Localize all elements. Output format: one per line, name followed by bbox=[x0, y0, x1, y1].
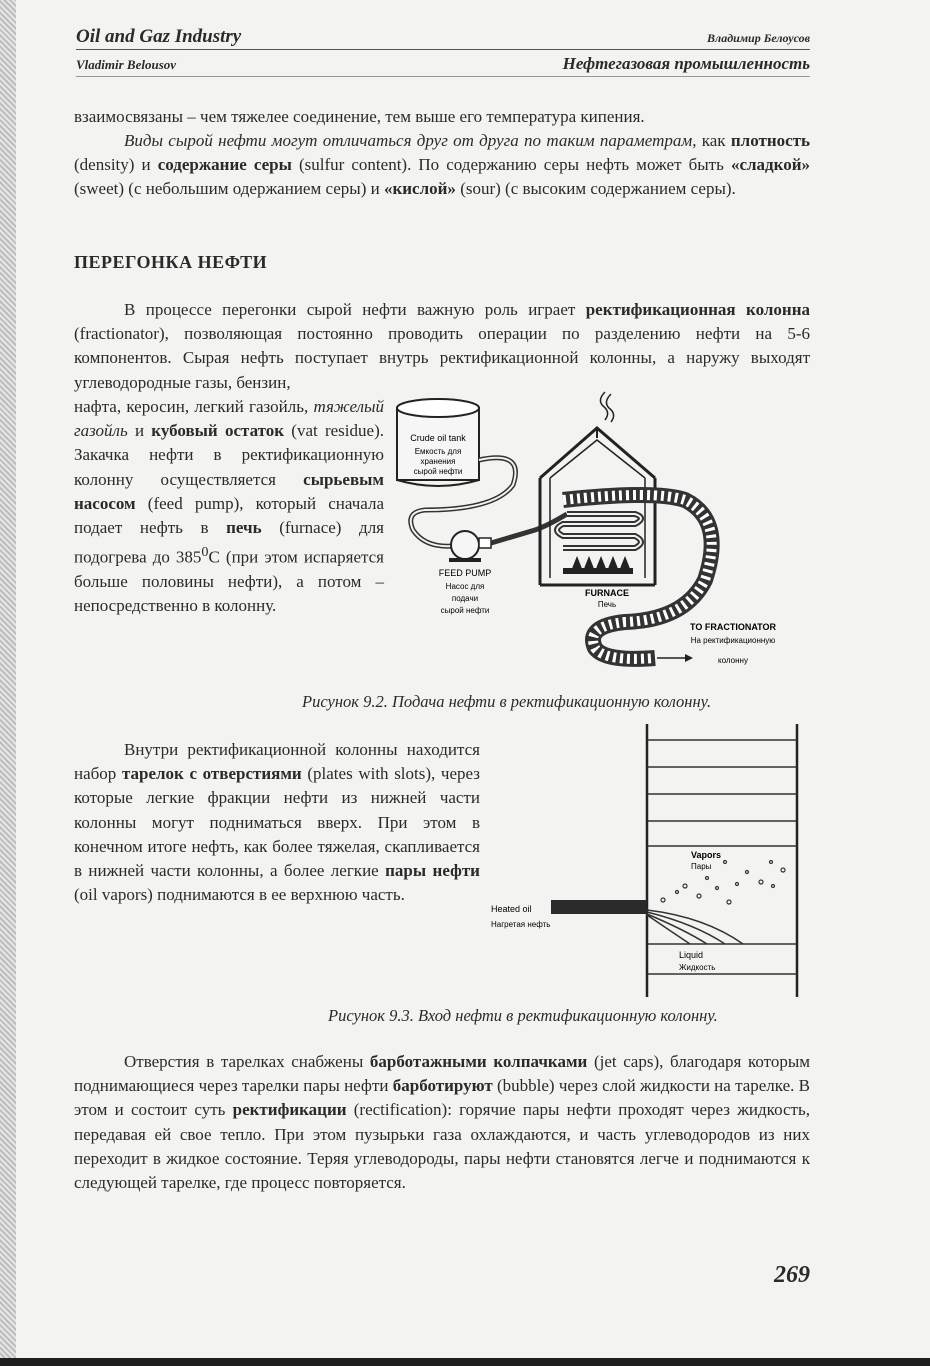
intro-line: взаимосвязаны – чем тяжелее соединение, тем выше его температура кипения. bbox=[74, 107, 645, 126]
vapors-label-ru: Пары bbox=[691, 862, 712, 871]
p2-b2: содержание серы bbox=[157, 155, 292, 175]
header-left-top: Oil and Gaz Industry bbox=[76, 26, 242, 47]
paragraph-crude-types bbox=[74, 129, 810, 202]
pump-label-ru1: Насос для bbox=[445, 582, 485, 591]
liquid-label-en: Liquid bbox=[679, 950, 704, 960]
heated-oil-label-ru: Нагретая нефть bbox=[491, 920, 551, 929]
p5-s2: (jet caps), благодаря которым поднимающиеся через тарелки пары нефти bbox=[74, 1052, 811, 1096]
p3b-b1: кубовый остаток bbox=[151, 421, 285, 441]
p5-b3: ректификации bbox=[232, 1100, 347, 1120]
column-plates bbox=[647, 740, 797, 974]
paragraph-plates bbox=[74, 738, 480, 907]
p4-s2: (plates with slots), через которые легкие фракции нефти из нижней части колонны могут подниматься вверх. При этом в конечном итоге нефть, как более тяжелая, скапливается в нижней части колонны, а более легкие bbox=[74, 764, 480, 881]
p4-b1: тарелок с отверстиями bbox=[121, 764, 302, 784]
pump-label-ru3: сырой нефти bbox=[440, 606, 490, 615]
p3-s1: В процессе перегонки сырой нефти важную роль играет bbox=[124, 300, 586, 319]
liquid-label-ru: Жидкость bbox=[679, 963, 716, 972]
header-right-bottom: Нефтегазовая промышленность bbox=[562, 54, 810, 73]
p3b-s1: нафта, керосин, легкий газойль, bbox=[74, 397, 314, 416]
scan-edge bbox=[0, 0, 16, 1366]
header-right-top: Владимир Белоусов bbox=[707, 31, 810, 45]
liquid-spray bbox=[647, 910, 743, 944]
pump-label-en: FEED PUMP bbox=[438, 568, 492, 578]
p2-s6: (sour) (с высоким содержанием серы). bbox=[455, 179, 736, 199]
furnace-label-ru: Печь bbox=[597, 600, 617, 609]
smoke-lines bbox=[600, 392, 613, 422]
fractionator-label-ru1: На ректификационную bbox=[690, 636, 776, 645]
figure-feed-diagram bbox=[385, 390, 815, 680]
pump-label-ru2: подачи bbox=[451, 594, 479, 603]
p2-s5: (sweet) (с небольшим одержанием серы) и bbox=[74, 179, 384, 199]
p3b-s6: С (при этом испаряется больше половины нефти), а потом – непосредственно в колонну. bbox=[74, 547, 384, 616]
page-number: 269 bbox=[774, 1262, 810, 1288]
p3b-sup: 0 bbox=[201, 544, 209, 561]
feed-pump bbox=[449, 531, 491, 562]
paragraph-distillation bbox=[74, 298, 810, 395]
p3b-s2: и bbox=[127, 421, 152, 441]
header-rule-2 bbox=[76, 76, 810, 77]
p5-s3: (bubble) через слой жидкости на тарелке. В этом и состоит суть bbox=[74, 1076, 811, 1120]
figure-9-3-caption: Рисунок 9.3. Вход нефти в ректификационную колонну. bbox=[328, 1006, 718, 1025]
figure-9-2-caption: Рисунок 9.2. Подача нефти в ректификационную колонну. bbox=[302, 692, 712, 711]
furnace-coil bbox=[557, 514, 641, 548]
section-heading: ПЕРЕГОНКА НЕФТИ bbox=[74, 252, 268, 272]
p2-s3: (density) и bbox=[74, 155, 158, 175]
p5-b2: барботируют bbox=[392, 1076, 493, 1096]
header-left-bottom: Vladimir Belousov bbox=[76, 57, 177, 72]
vapor-bubbles bbox=[661, 861, 785, 905]
tank-label-ru3: сырой нефти bbox=[413, 467, 463, 476]
p2-s1: Виды сырой нефти могут отличаться друг от друга по таким параметрам, bbox=[124, 131, 697, 150]
heated-oil-inlet bbox=[551, 900, 647, 914]
scan-bottom-edge bbox=[0, 1358, 930, 1366]
p4-b2: пары нефти bbox=[385, 861, 480, 881]
heated-oil-label-en: Heated oil bbox=[491, 904, 532, 914]
figure-column-diagram bbox=[485, 712, 810, 997]
p2-s4: (sulfur content). По содержанию серы нефть может быть bbox=[291, 155, 731, 175]
p2-b4: «кислой» bbox=[383, 179, 456, 199]
tank-label-ru1: Емкость для bbox=[414, 447, 462, 456]
fractionator-label-ru2: колонну bbox=[718, 656, 748, 665]
fractionator-label-en: TO FRACTIONATOR bbox=[690, 622, 776, 632]
p3b-b2: сырьевым насосом bbox=[74, 469, 384, 513]
intro-paragraph bbox=[74, 105, 810, 129]
tank-label-ru2: хранения bbox=[420, 457, 456, 466]
tank-label-en: Crude oil tank bbox=[410, 433, 466, 443]
furnace bbox=[540, 428, 655, 585]
p2-s2: как bbox=[696, 131, 731, 150]
p3-s2: (fractionator), позволяющая постоянно проводить операции по разделению нефти на 5-6 компонентов. Сырая нефть поступает внутрь ректификационной колонны, а наружу выходят углеводородные газы, бензин, bbox=[74, 324, 810, 392]
p3b-s5: (furnace) для подогрева до 385 bbox=[74, 518, 385, 567]
p5-s4: (rectification): горячие пары нефти проходят через жидкость, передавая ей свое тепло. При этом пузырьки газа охлаждаются, и часть углеводородов из них переходит в жидкое состояние. Теряя углеводороды, пары нефти становятся легче и поднимаются к следующей тарелке, где процесс повторяется. bbox=[74, 1100, 810, 1193]
p4-s1: Внутри ректификационной колонны находится набор bbox=[74, 740, 480, 784]
p5-b1: барботажными колпачками bbox=[369, 1052, 588, 1071]
paragraph-jet-caps bbox=[74, 1050, 810, 1195]
p3b-b3: печь bbox=[226, 518, 262, 538]
paragraph-feed bbox=[74, 395, 384, 618]
p2-b1: плотность bbox=[730, 131, 811, 150]
furnace-label-en: FURNACE bbox=[585, 588, 629, 598]
p5-s1: Отверстия в тарелках снабжены bbox=[124, 1052, 370, 1071]
p3b-s4: (feed pump), который сначала подает нефть в bbox=[74, 493, 384, 538]
header-rule bbox=[76, 49, 810, 50]
p4-s3: (oil vapors) поднимаются в ее верхнюю часть. bbox=[74, 885, 405, 905]
p3-b1: ректификационная колонна bbox=[585, 300, 810, 319]
p3b-i1: тяжелый газойль bbox=[74, 397, 384, 441]
p2-b3: «сладкой» bbox=[730, 155, 810, 175]
vapors-label-en: Vapors bbox=[691, 850, 722, 860]
p3b-s3: (vat residue). Закачка нефти в ректификационную колонну осуществляется bbox=[74, 421, 384, 489]
